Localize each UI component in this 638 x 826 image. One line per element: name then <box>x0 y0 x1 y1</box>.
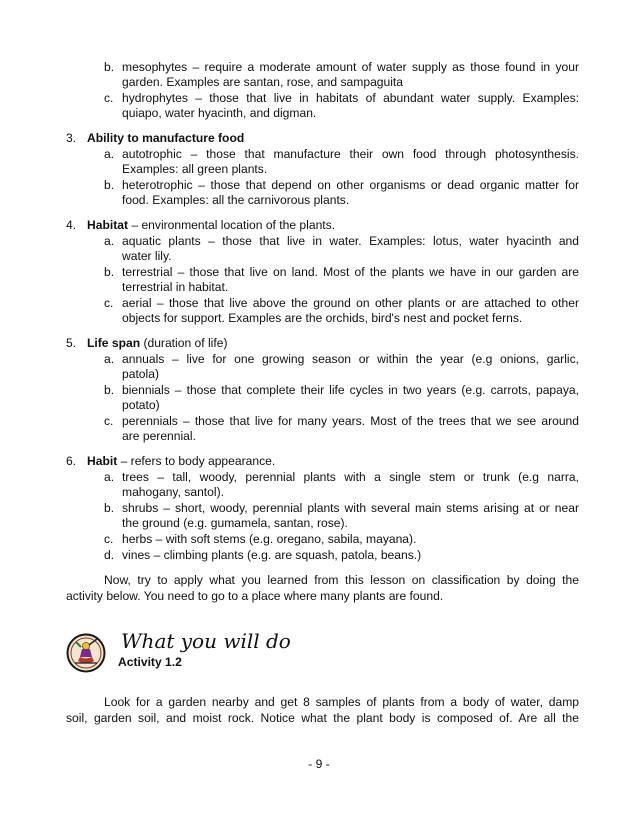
hydrophytes-line-1: hydrophytes – those that live in habitats of abundant water supply. Examples: <box>122 91 579 105</box>
section-6-heading <box>87 454 275 470</box>
heterotrophic-line-1: heterotrophic – those that depend on other organisms or dead organic matter for <box>122 178 579 192</box>
herbs-line: herbs – with soft stems (e.g. oregano, sabila, mayana). <box>122 532 417 546</box>
item-marker: b. <box>104 60 115 74</box>
garden-paragraph-line-1: Look for a garden nearby and get 8 samples of plants from a body of water, damp <box>104 695 579 709</box>
section-number: 6. <box>66 454 77 468</box>
section-5-heading-bold: Life span <box>87 336 141 350</box>
aerial-line-1: aerial – those that live above the ground on other plants or are attached to other <box>122 296 579 310</box>
item-marker: a. <box>104 352 115 366</box>
item-marker: c. <box>104 91 114 105</box>
terrestrial-line-2: terrestrial in habitat. <box>122 280 229 294</box>
section-3-heading: Ability to manufacture food <box>87 131 245 145</box>
perennials-line-2: are perennial. <box>122 429 196 443</box>
section-6-heading-rest: – refers to body appearance. <box>117 454 276 468</box>
vines-line: vines – climbing plants (e.g. are squash, patola, beans.) <box>122 548 422 562</box>
item-marker: d. <box>104 548 115 562</box>
aerial-line-2: objects for support. Examples are the orchids, bird's nest and pocket ferns. <box>122 311 523 325</box>
aquatic-line-1: aquatic plants – those that live in water. Examples: lotus, water hyacinth and <box>122 234 579 248</box>
activity-title: What you will do <box>121 629 291 653</box>
perennials-line-1: perennials – those that live for many years. Most of the trees that we see around <box>122 414 579 428</box>
page-number: - 9 - <box>308 757 330 771</box>
item-marker: a. <box>104 234 115 248</box>
section-4-heading-rest: – environmental location of the plants. <box>128 218 336 232</box>
autotrophic-line-1: autotrophic – those that manufacture their own food through photosynthesis. <box>122 147 579 161</box>
aquatic-line-2: water lily. <box>122 249 172 263</box>
hydrophytes-line-2: quiapo, water hyacinth, and digman. <box>122 106 317 120</box>
trees-line-2: mahogany, santol). <box>122 485 224 499</box>
item-marker: b. <box>104 383 115 397</box>
mesophytes-line-1: mesophytes – require a moderate amount of water supply as those found in your <box>122 60 579 74</box>
mesophytes-line-2: garden. Examples are santan, rose, and sampaguita <box>122 75 404 89</box>
activity-emblem-icon <box>66 633 106 673</box>
section-number: 5. <box>66 336 77 350</box>
apply-paragraph-line-2: activity below. You need to go to a place where many plants are found. <box>66 589 444 603</box>
activity-label: Activity 1.2 <box>118 655 182 669</box>
apply-paragraph-line-1: Now, try to apply what you learned from this lesson on classification by doing the <box>104 573 579 587</box>
autotrophic-line-2: Examples: all green plants. <box>122 162 268 176</box>
section-6-heading-bold: Habit <box>87 454 118 468</box>
heterotrophic-line-2: food. Examples: all the carnivorous plants. <box>122 193 350 207</box>
shrubs-line-2: the ground (e.g. gumamela, santan, rose). <box>122 516 348 530</box>
garden-paragraph-line-2: soil, garden soil, and moist rock. Notice what the plant body is composed of. Are all the <box>66 711 579 725</box>
annuals-line-2: patola) <box>122 367 159 381</box>
shrubs-line-1: shrubs – short, woody, perennial plants with several main stems arising at or near <box>122 501 579 515</box>
item-marker: a. <box>104 470 115 484</box>
item-marker: b. <box>104 501 115 515</box>
section-number: 3. <box>66 131 77 145</box>
biennials-line-2: potato) <box>122 398 160 412</box>
item-marker: a. <box>104 147 115 161</box>
terrestrial-line-1: terrestrial – those that live on land. Most of the plants we have in our garden are <box>122 265 579 279</box>
trees-line-1: trees – tall, woody, perennial plants with a single stem or trunk (e.g narra, <box>122 470 579 484</box>
section-5-heading <box>87 336 227 352</box>
section-4-heading <box>87 218 335 234</box>
item-marker: c. <box>104 414 114 428</box>
item-marker: c. <box>104 532 114 546</box>
item-marker: c. <box>104 296 114 310</box>
item-marker: b. <box>104 265 115 279</box>
annuals-line-1: annuals – live for one growing season or within the year (e.g onions, garlic, <box>122 352 579 366</box>
item-marker: b. <box>104 178 115 192</box>
section-5-heading-rest: (duration of life) <box>140 336 228 350</box>
section-4-heading-bold: Habitat <box>87 218 128 232</box>
biennials-line-1: biennials – those that complete their life cycles in two years (e.g. carrots, papaya, <box>122 383 579 397</box>
section-number: 4. <box>66 218 77 232</box>
